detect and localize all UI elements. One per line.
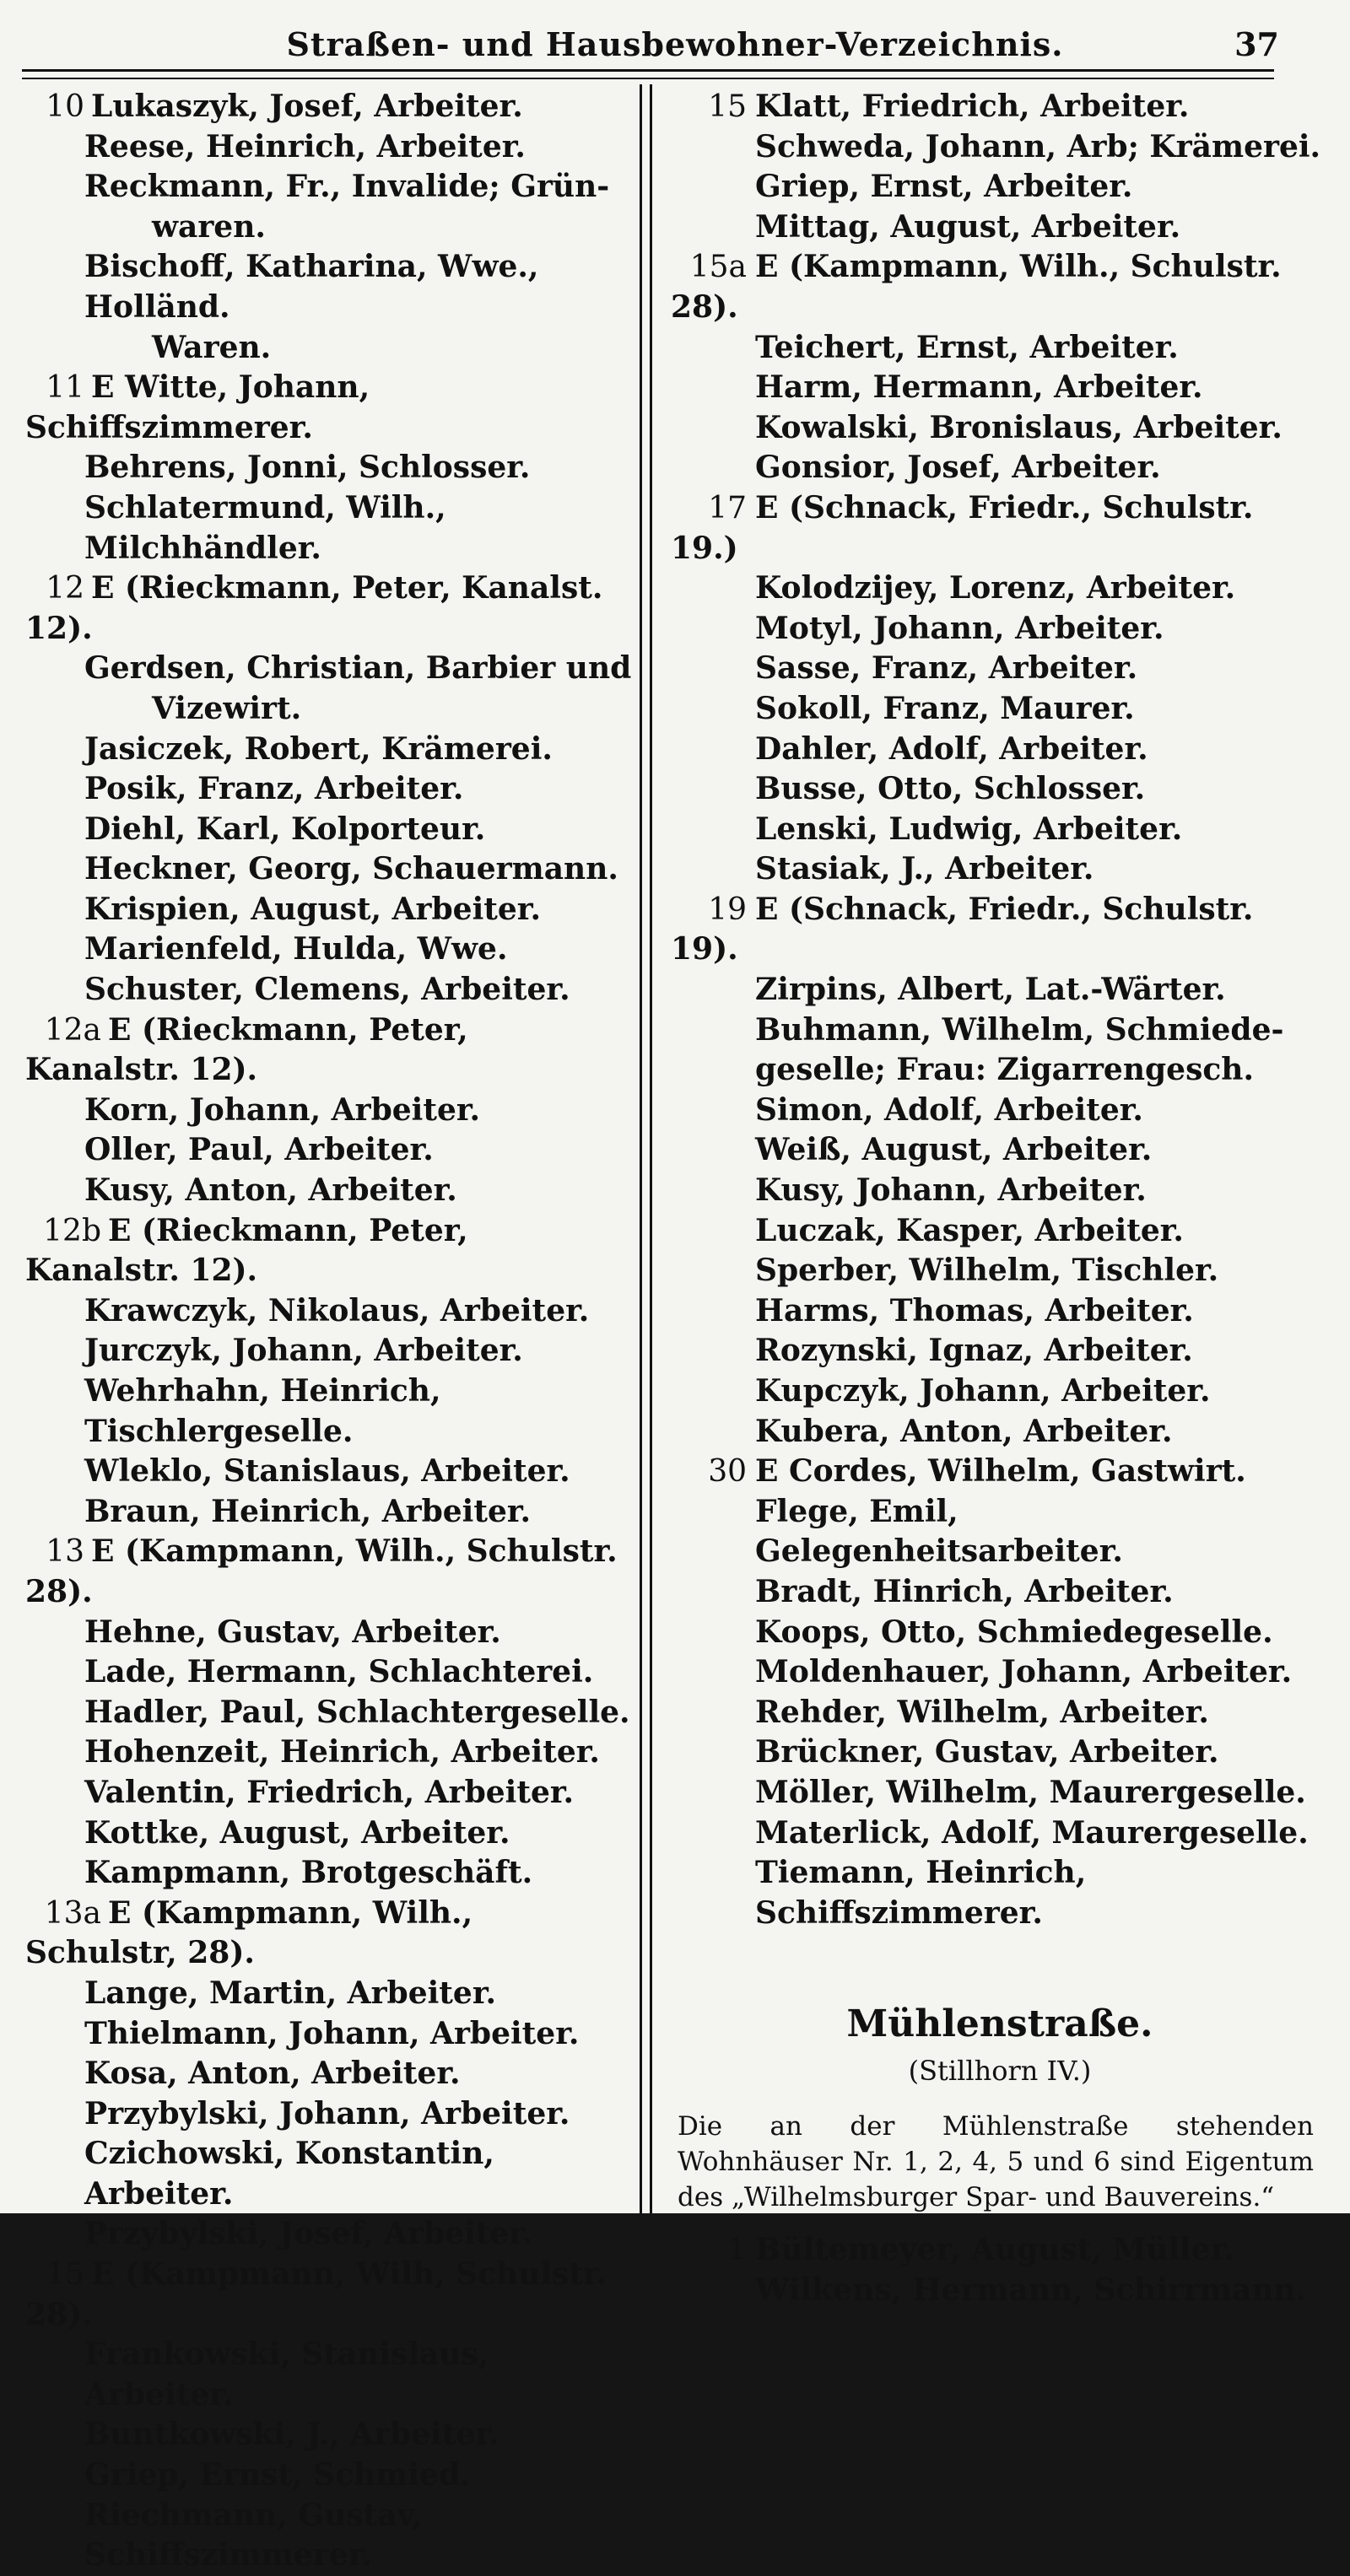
resident-text: E (Rieckmann, Peter, Kanalstr. 12). — [25, 1212, 468, 1289]
resident-text: Riechmann, Gustav, Schiffszimmerer. — [84, 2497, 424, 2573]
resident-text: Marienfeld, Hulda, Wwe. — [84, 931, 508, 967]
directory-entry — [671, 810, 1329, 850]
directory-entry — [671, 127, 1329, 168]
resident-text: Kusy, Johann, Arbeiter. — [755, 1172, 1147, 1209]
directory-entry — [25, 207, 633, 248]
resident-text: Hadler, Paul, Schlachtergeselle. — [84, 1694, 630, 1730]
resident-text: Behrens, Jonni, Schlosser. — [84, 450, 531, 486]
right-column-entries — [671, 87, 1329, 1933]
resident-text: Sperber, Wilhelm, Tischler. — [755, 1253, 1219, 1289]
house-number: 10 — [46, 89, 84, 124]
directory-entry — [25, 1532, 633, 1612]
directory-entry — [25, 127, 633, 168]
resident-text: Przybylski, Josef, Arbeiter. — [84, 2216, 533, 2252]
house-number: 13 — [46, 1534, 84, 1570]
column-divider — [640, 84, 642, 2213]
resident-text: Stasiak, J., Arbeiter. — [755, 851, 1094, 887]
resident-text: Sokoll, Franz, Maurer. — [755, 690, 1135, 726]
resident-text: Lade, Hermann, Schlachterei. — [84, 1654, 594, 1690]
resident-text: Jurczyk, Johann, Arbeiter. — [84, 1333, 523, 1369]
directory-entry — [25, 1010, 633, 1091]
resident-text: Thielmann, Johann, Arbeiter. — [84, 2015, 580, 2051]
resident-text: Vizewirt. — [152, 690, 302, 726]
resident-text: Harms, Thomas, Arbeiter. — [755, 1292, 1194, 1328]
directory-entry — [25, 849, 633, 890]
directory-entry — [25, 1452, 633, 1492]
resident-text: Lenski, Ludwig, Arbeiter. — [755, 811, 1183, 847]
resident-text: Posik, Franz, Arbeiter. — [84, 771, 464, 807]
directory-entry — [671, 1572, 1329, 1613]
directory-entry — [671, 769, 1329, 810]
directory-entry — [671, 689, 1329, 730]
resident-text: Dahler, Adolf, Arbeiter. — [755, 730, 1148, 767]
header-rule-thin — [22, 78, 1274, 79]
ownership-note: Die an der Mühlenstraße stehenden Wohnhäuser Nr. 1, 2, 4, 5 und 6 sind Eigentum des „Wilhelmsburger Spar- und Bauvereins.“ — [678, 2111, 1314, 2213]
left-column — [25, 87, 633, 2576]
directory-entry — [671, 207, 1329, 248]
directory-entry — [25, 2134, 633, 2214]
directory-entry — [25, 1813, 633, 1854]
column-divider-second — [650, 84, 652, 2213]
resident-text: Krawczyk, Nikolaus, Arbeiter. — [84, 1292, 590, 1328]
directory-entry — [25, 890, 633, 930]
directory-entry — [25, 730, 633, 770]
directory-entry — [671, 849, 1329, 890]
house-number: 19 — [708, 892, 747, 927]
resident-text: Rehder, Wilhelm, Arbeiter. — [755, 1694, 1209, 1730]
directory-entry — [25, 1894, 633, 1974]
directory-entry — [671, 1211, 1329, 1252]
resident-text: E (Kampmann, Wilh, Schulstr. 28). — [25, 2256, 608, 2332]
house-number: 12 — [46, 571, 84, 606]
directory-entry — [25, 1693, 633, 1733]
directory-entry — [25, 87, 633, 127]
resident-text: waren. — [152, 208, 266, 245]
directory-entry — [25, 2455, 633, 2496]
resident-text: Krispien, August, Arbeiter. — [84, 891, 541, 927]
directory-entry — [25, 930, 633, 970]
resident-text: Hehne, Gustav, Arbeiter. — [84, 1614, 501, 1650]
resident-text: Mittag, August, Arbeiter. — [755, 208, 1181, 245]
directory-entry — [25, 970, 633, 1010]
directory-entry — [671, 1372, 1329, 1412]
house-number: 17 — [708, 490, 747, 525]
directory-entry — [671, 1452, 1329, 1492]
directory-entry — [671, 569, 1329, 609]
resident-text: Klatt, Friedrich, Arbeiter. — [755, 89, 1190, 124]
directory-entry — [25, 1652, 633, 1693]
resident-text: geselle; Frau: Zigarrengesch. — [755, 1052, 1254, 1088]
resident-text: Materlick, Adolf, Maurergeselle. — [755, 1814, 1309, 1851]
resident-text: Rozynski, Ignaz, Arbeiter. — [755, 1333, 1193, 1369]
directory-entry — [25, 167, 633, 207]
resident-text: Braun, Heinrich, Arbeiter. — [84, 1493, 532, 1529]
directory-entry — [671, 167, 1329, 207]
directory-entry — [25, 1291, 633, 1332]
page-number: 37 — [1234, 25, 1279, 63]
house-number: 12b — [43, 1213, 101, 1248]
directory-entry — [671, 368, 1329, 408]
resident-text: Schuster, Clemens, Arbeiter. — [84, 972, 570, 1008]
resident-text: Gerdsen, Christian, Barbier und — [84, 650, 632, 687]
directory-entry — [25, 769, 633, 810]
resident-text: E (Kampmann, Wilh., Schulstr. 28). — [671, 249, 1282, 325]
street-title: Mühlenstraße. — [846, 2002, 1153, 2046]
directory-entry — [671, 328, 1329, 369]
resident-text: Gonsior, Josef, Arbeiter. — [755, 450, 1161, 486]
resident-text: Wleklo, Stanislaus, Arbeiter. — [84, 1453, 570, 1490]
resident-text: E (Rieckmann, Peter, Kanalst. 12). — [25, 570, 603, 646]
resident-text: Wehrhahn, Heinrich, Tischlergeselle. — [84, 1373, 441, 1449]
resident-text: Bültemeyer, August, Müller. — [755, 2232, 1234, 2268]
directory-entry — [671, 2230, 1329, 2271]
resident-text: Kupczyk, Johann, Arbeiter. — [755, 1373, 1211, 1409]
directory-entry — [671, 1853, 1329, 1933]
resident-text: Bischoff, Katharina, Wwe., Holländ. — [84, 249, 539, 325]
directory-entry — [671, 730, 1329, 770]
right-column — [671, 87, 1329, 2311]
directory-entry — [671, 890, 1329, 970]
directory-entry — [671, 609, 1329, 649]
directory-entry — [25, 1331, 633, 1372]
resident-text: Heckner, Georg, Schauermann. — [84, 851, 618, 887]
resident-text: Harm, Hermann, Arbeiter. — [755, 369, 1203, 406]
resident-text: Kosa, Anton, Arbeiter. — [84, 2056, 461, 2092]
resident-text: Kusy, Anton, Arbeiter. — [84, 1172, 457, 1209]
resident-text: Schweda, Johann, Arb; Krämerei. — [755, 128, 1321, 164]
directory-entry — [671, 1412, 1329, 1452]
resident-text: Kottke, August, Arbeiter. — [84, 1814, 510, 1851]
resident-text: E (Schnack, Friedr., Schulstr. 19.) — [671, 489, 1254, 566]
resident-text: Kampmann, Brotgeschäft. — [84, 1855, 533, 1891]
resident-text: Buntkowski, J., Arbeiter. — [84, 2417, 500, 2453]
resident-text: Teichert, Ernst, Arbeiter. — [755, 329, 1179, 365]
directory-entry — [671, 1091, 1329, 1131]
house-number: 15a — [689, 250, 747, 285]
directory-entry — [671, 2271, 1329, 2311]
page-header — [34, 0, 1316, 76]
directory-entry — [671, 1693, 1329, 1733]
resident-text: Busse, Otto, Schlosser. — [755, 771, 1146, 807]
directory-entry — [25, 1091, 633, 1131]
directory-entry — [671, 1652, 1329, 1693]
directory-entry — [671, 1251, 1329, 1291]
house-number: 30 — [708, 1454, 747, 1490]
resident-text: Luczak, Kasper, Arbeiter. — [755, 1212, 1184, 1248]
directory-entry — [25, 2054, 633, 2094]
directory-entry — [25, 1974, 633, 2014]
directory-entry — [671, 1613, 1329, 1653]
directory-entry — [25, 1211, 633, 1291]
resident-text: E (Kampmann, Wilh., Schulstr. 28). — [25, 1533, 618, 1609]
directory-entry — [25, 1372, 633, 1452]
directory-entry — [671, 408, 1329, 449]
house-number: 15 — [708, 89, 747, 124]
resident-text: Tiemann, Heinrich, Schiffszimmerer. — [755, 1855, 1087, 1931]
resident-text: Diehl, Karl, Kolporteur. — [84, 811, 486, 847]
resident-text: Motyl, Johann, Arbeiter. — [755, 610, 1164, 646]
resident-text: Brückner, Gustav, Arbeiter. — [755, 1734, 1219, 1770]
directory-entry — [671, 1492, 1329, 1572]
resident-text: Czichowski, Konstantin, Arbeiter. — [84, 2136, 494, 2212]
directory-entry — [671, 488, 1329, 569]
resident-text: Valentin, Friedrich, Arbeiter. — [84, 1774, 575, 1810]
resident-text: Flege, Emil, Gelegenheitsarbeiter. — [755, 1493, 1123, 1570]
directory-entry — [25, 649, 633, 689]
resident-text: Lange, Martin, Arbeiter. — [84, 1975, 497, 2011]
directory-entry — [671, 1291, 1329, 1332]
directory-entry — [25, 2335, 633, 2415]
resident-text: Möller, Wilhelm, Maurergeselle. — [755, 1774, 1306, 1810]
resident-text: Zirpins, Albert, Lat.-Wärter. — [755, 972, 1226, 1008]
directory-entry — [671, 1130, 1329, 1171]
resident-text: Lukaszyk, Josef, Arbeiter. — [91, 89, 523, 124]
resident-text: Koops, Otto, Schmiedegeselle. — [755, 1614, 1273, 1650]
resident-text: Bradt, Hinrich, Arbeiter. — [755, 1573, 1174, 1609]
resident-text: Weiß, August, Arbeiter. — [755, 1132, 1153, 1168]
resident-text: Buhmann, Wilhelm, Schmiede- — [755, 1011, 1284, 1048]
directory-entry — [25, 488, 633, 569]
resident-text: Reckmann, Fr., Invalide; Grün- — [84, 169, 610, 205]
resident-text: Jasiczek, Robert, Krämerei. — [84, 730, 553, 767]
resident-text: Reese, Heinrich, Arbeiter. — [84, 128, 526, 164]
directory-entry — [25, 368, 633, 448]
directory-entry — [25, 247, 633, 327]
directory-entry — [25, 1130, 633, 1171]
resident-text: Frankowski, Stanislaus, Arbeiter. — [84, 2336, 489, 2412]
resident-text: Sasse, Franz, Arbeiter. — [755, 650, 1138, 687]
directory-entry — [25, 328, 633, 369]
resident-text: Kubera, Anton, Arbeiter. — [755, 1413, 1173, 1449]
resident-text: Simon, Adolf, Arbeiter. — [755, 1091, 1143, 1128]
directory-entry — [671, 448, 1329, 488]
directory-entry — [671, 1331, 1329, 1372]
directory-entry — [25, 1733, 633, 1773]
directory-entry — [25, 810, 633, 850]
directory-entry — [671, 1813, 1329, 1854]
directory-entry — [25, 1613, 633, 1653]
resident-text: Kolodzijey, Lorenz, Arbeiter. — [755, 570, 1236, 606]
directory-entry — [25, 2094, 633, 2135]
street-section — [671, 1999, 1329, 2092]
directory-entry — [671, 1733, 1329, 1773]
directory-entry — [25, 1492, 633, 1533]
header-rule — [22, 69, 1274, 72]
directory-entry — [25, 569, 633, 649]
street-subtitle: (Stillhorn IV.) — [908, 2055, 1092, 2088]
directory-entry — [25, 1171, 633, 1211]
running-title: Straßen- und Hausbewohner-Verzeichnis. — [286, 25, 1064, 63]
resident-text: E (Kampmann, Wilh., Schulstr, 28). — [25, 1894, 473, 1971]
resident-text: Moldenhauer, Johann, Arbeiter. — [755, 1654, 1293, 1690]
resident-text: E (Schnack, Friedr., Schulstr. 19). — [671, 891, 1254, 967]
directory-entry — [671, 970, 1329, 1010]
directory-entry — [671, 1010, 1329, 1051]
directory-entry — [25, 1853, 633, 1894]
house-number: 13a — [44, 1895, 101, 1931]
directory-entry — [671, 1171, 1329, 1211]
resident-text: E (Rieckmann, Peter, Kanalstr. 12). — [25, 1011, 468, 1088]
resident-text: Przybylski, Johann, Arbeiter. — [84, 2095, 570, 2131]
resident-text: Griep, Ernst, Schmied. — [84, 2457, 471, 2493]
directory-entry — [25, 2214, 633, 2255]
resident-text: Oller, Paul, Arbeiter. — [84, 1132, 434, 1168]
directory-entry — [25, 2255, 633, 2335]
resident-text: Hohenzeit, Heinrich, Arbeiter. — [84, 1734, 600, 1770]
resident-text: Kowalski, Bronislaus, Arbeiter. — [755, 409, 1282, 445]
directory-entry — [671, 1773, 1329, 1813]
directory-entry — [671, 247, 1329, 327]
resident-text: Schlatermund, Wilh., Milchhändler. — [84, 489, 446, 566]
house-number: 15 — [46, 2257, 84, 2293]
house-number: 11 — [46, 370, 84, 406]
resident-text: Wilkens, Hermann, Schirrmann. — [755, 2272, 1307, 2308]
directory-entry — [671, 649, 1329, 689]
directory-entry — [25, 1773, 633, 1813]
house-number: 1 — [727, 2233, 747, 2268]
directory-entry — [25, 689, 633, 730]
resident-text: Griep, Ernst, Arbeiter. — [755, 169, 1133, 205]
directory-entry — [25, 2415, 633, 2455]
directory-entry — [671, 1050, 1329, 1091]
resident-text: Waren. — [152, 329, 272, 365]
resident-text: E Witte, Johann, Schiffszimmerer. — [25, 369, 370, 445]
resident-text: E Cordes, Wilhelm, Gastwirt. — [755, 1453, 1246, 1490]
directory-entry — [25, 2014, 633, 2055]
directory-entry — [25, 2496, 633, 2576]
directory-entry — [25, 448, 633, 488]
resident-text: Korn, Johann, Arbeiter. — [84, 1091, 481, 1128]
house-number: 12a — [44, 1012, 101, 1048]
directory-entry — [671, 87, 1329, 127]
street-entries — [671, 2230, 1329, 2310]
